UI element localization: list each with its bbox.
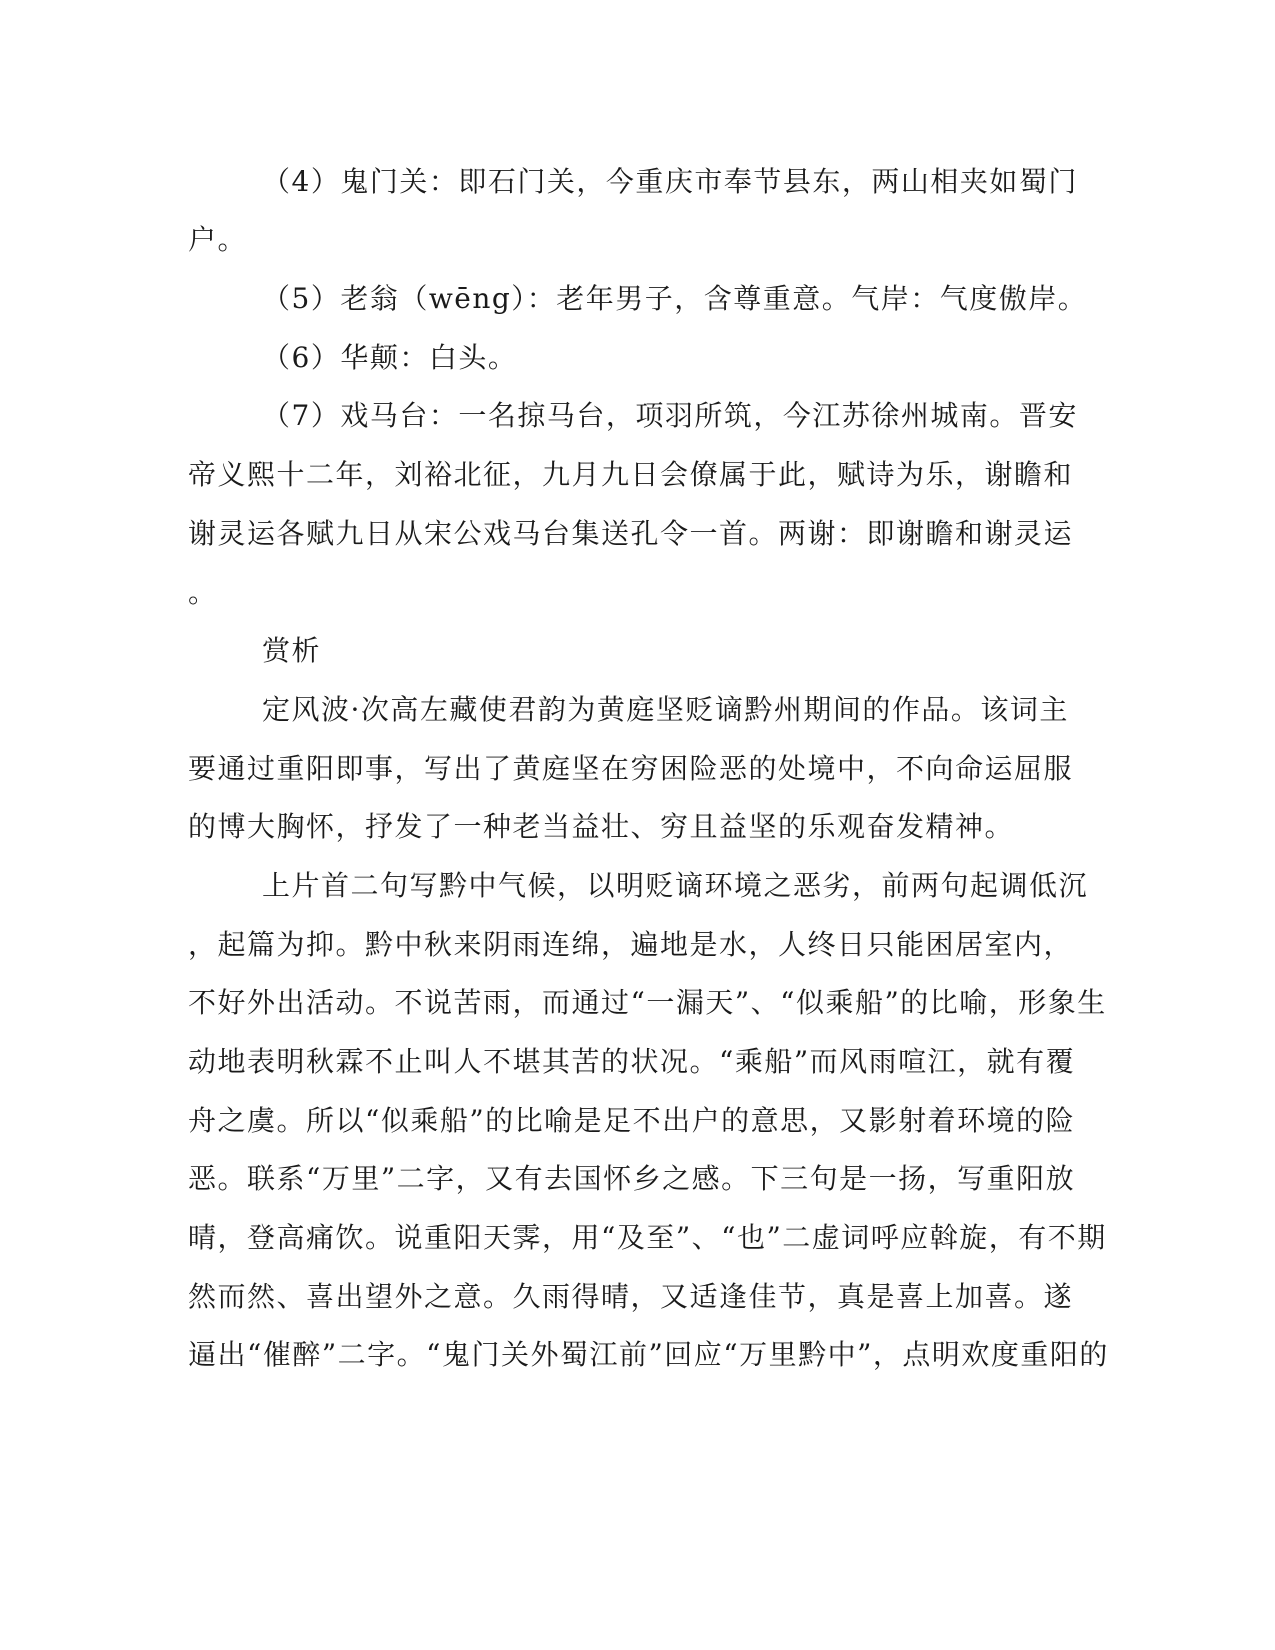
paragraph-2-line-8: 然而然、喜出望外之意。久雨得晴，又适逢佳节，真是喜上加喜。遂: [188, 1280, 1074, 1313]
paragraph-1-line-2: 要通过重阳即事，写出了黄庭坚在穷困险恶的处境中，不向命运屈服: [188, 752, 1074, 785]
paragraph-2-line-6: 恶。联系“万里”二字，又有去国怀乡之感。下三句是一扬，写重阳放: [188, 1162, 1076, 1195]
note-7-line-3: 谢灵运各赋九日从宋公戏马台集送孔令一首。两谢：即谢瞻和谢灵运: [188, 517, 1074, 550]
paragraph-2-line-4: 动地表明秋霖不止叫人不堪其苦的状况。“乘船”而风雨喧江，就有覆: [188, 1045, 1076, 1078]
note-4-line-2: 户。: [188, 223, 248, 256]
note-5-line-1: （5）老翁（wēng）：老年男子，含尊重意。气岸：气度傲岸。: [262, 282, 1088, 315]
note-7-line-4: 。: [188, 576, 218, 609]
note-7-line-1: （7）戏马台：一名掠马台，项羽所筑，今江苏徐州城南。晋安: [262, 399, 1078, 432]
section-heading: 赏析: [262, 634, 322, 667]
note-4-line-1: （4）鬼门关：即石门关，今重庆市奉节县东，两山相夹如蜀门: [262, 165, 1078, 198]
paragraph-1-line-1: 定风波·次高左藏使君韵为黄庭坚贬谪黔州期间的作品。该词主: [262, 693, 1069, 726]
note-7-line-2: 帝义熙十二年，刘裕北征，九月九日会僚属于此，赋诗为乐，谢瞻和: [188, 458, 1074, 491]
paragraph-2-line-5: 舟之虞。所以“似乘船”的比喻是足不出户的意思，又影射着环境的险: [188, 1104, 1076, 1137]
paragraph-2-line-3: 不好外出活动。不说苦雨，而通过“一漏天”、“似乘船”的比喻，形象生: [188, 986, 1107, 1019]
paragraph-1-line-3: 的博大胸怀，抒发了一种老当益壮、穷且益坚的乐观奋发精神。: [188, 810, 1015, 843]
note-6-line-1: （6）华颠：白头。: [262, 341, 518, 374]
paragraph-2-line-2: ，起篇为抑。黔中秋来阴雨连绵，遍地是水，人终日只能困居室内，: [188, 928, 1074, 961]
paragraph-2-line-7: 晴，登高痛饮。说重阳天霁，用“及至”、“也”二虚词呼应斡旋，有不期: [188, 1221, 1107, 1254]
paragraph-2-line-9: 逼出“催醉”二字。“鬼门关外蜀江前”回应“万里黔中”，点明欢度重阳的: [188, 1338, 1109, 1371]
paragraph-2-line-1: 上片首二句写黔中气候，以明贬谪环境之恶劣，前两句起调低沉: [262, 869, 1089, 902]
